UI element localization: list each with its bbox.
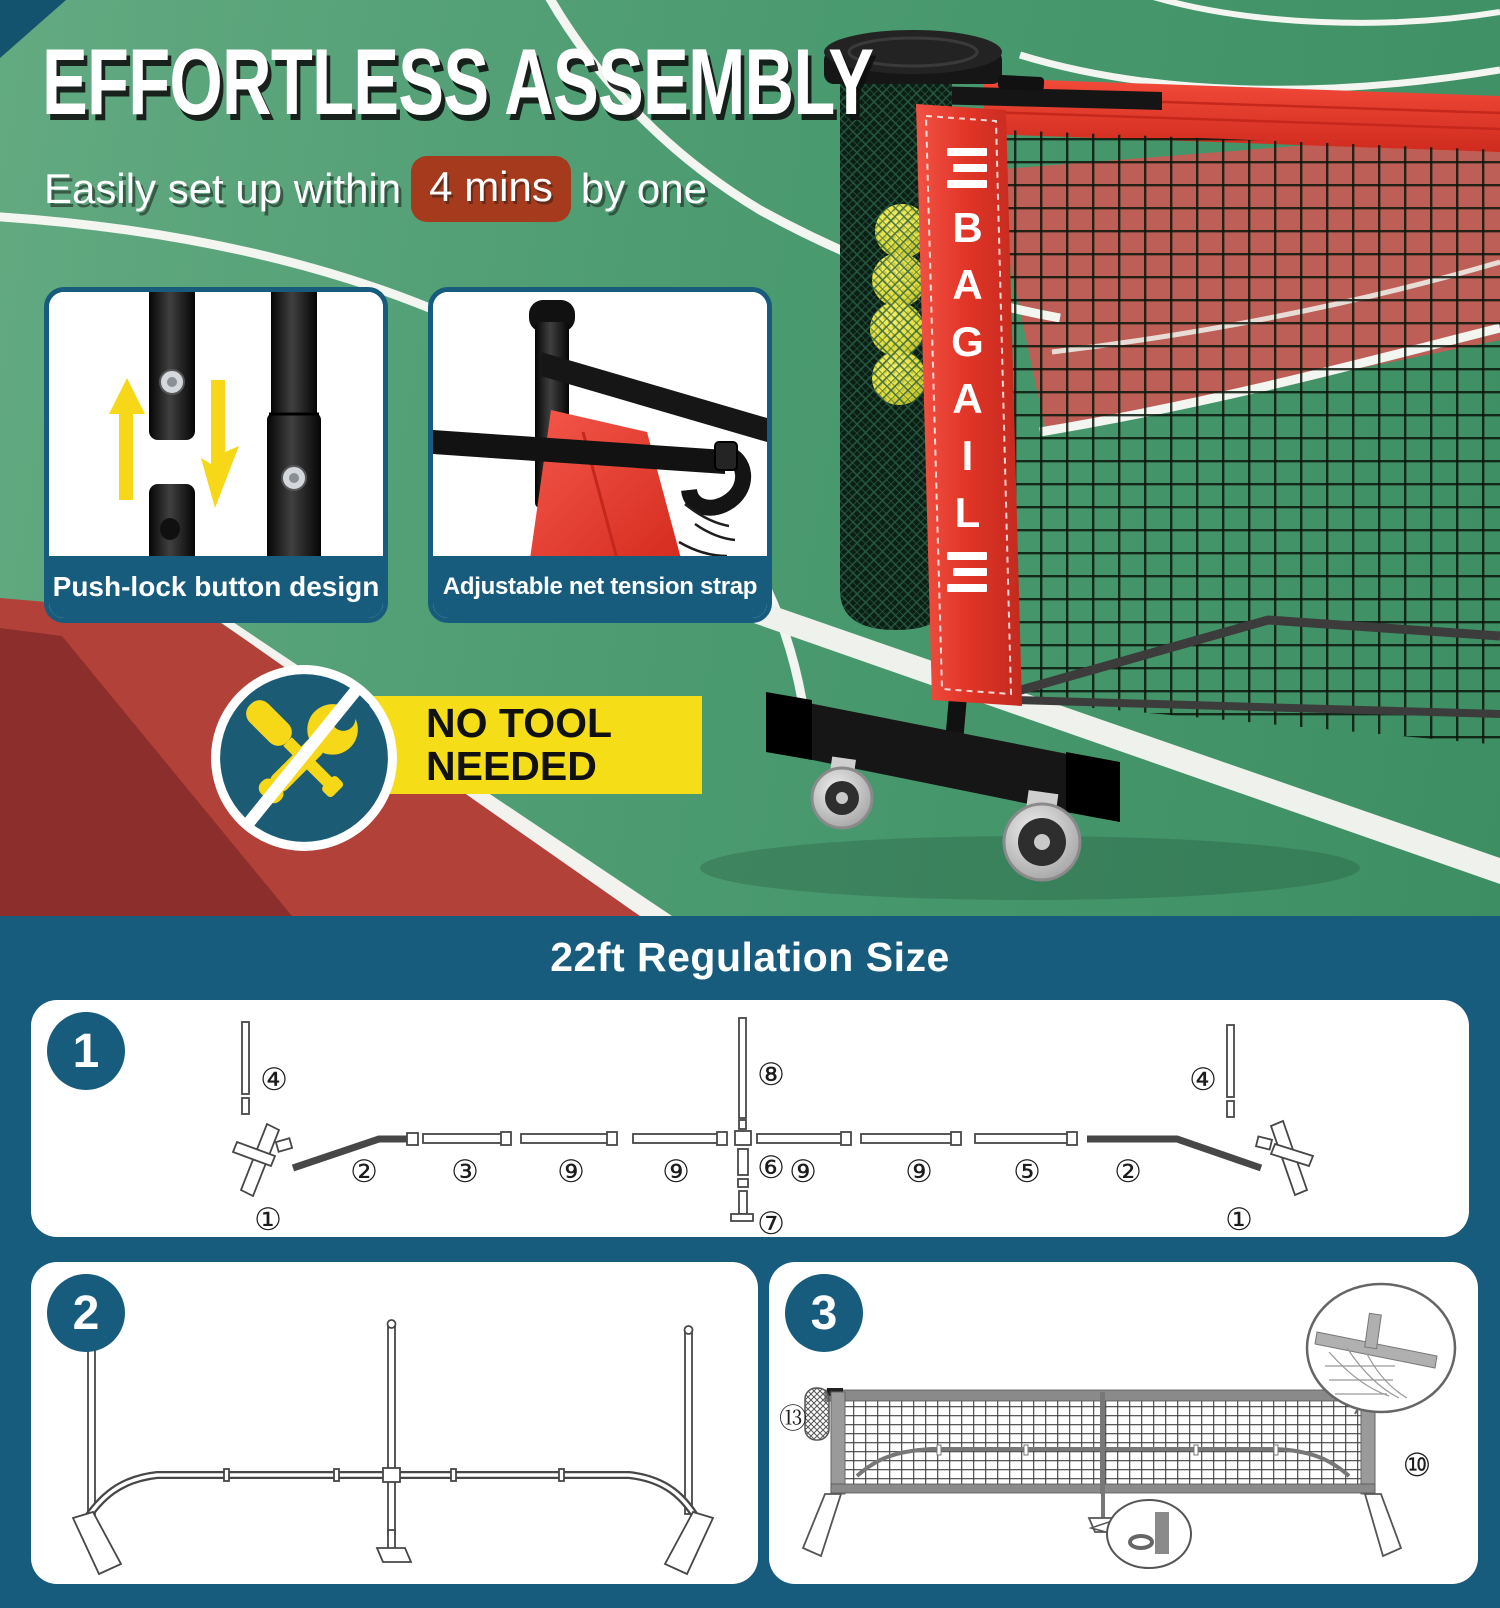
part-label: ②: [1114, 1154, 1142, 1190]
no-tools-icon: [208, 660, 400, 856]
post-brand: [926, 142, 1008, 702]
step2-panel: [31, 1262, 758, 1584]
step3-net-diagram: [769, 1262, 1478, 1584]
part-label: ⑥: [757, 1150, 785, 1186]
part-label: ⑦: [757, 1206, 785, 1237]
subtitle-suffix: by one: [580, 165, 707, 212]
part-label: ⑨: [905, 1154, 933, 1190]
step1-panel: [31, 1000, 1469, 1237]
part-label: ①: [254, 1202, 282, 1237]
part-label: ④: [1189, 1062, 1217, 1098]
push-lock-photo: [49, 292, 383, 556]
red-net-edge: [529, 410, 683, 566]
page-title: EFFORTLESS ASSEMBLY: [42, 29, 874, 134]
pole-joined: [267, 292, 321, 566]
part-label: ⑤: [1013, 1154, 1041, 1190]
part-label: ③: [451, 1154, 479, 1190]
part-label: ①: [1225, 1202, 1253, 1237]
part-label: ④: [260, 1062, 288, 1098]
inset-caption: Adjustable net tension strap: [433, 556, 767, 618]
step-number-badge: 3: [785, 1274, 863, 1352]
magnifier-detail: [1307, 1284, 1455, 1414]
subtitle-prefix: Easily set up within: [44, 165, 402, 212]
no-tool-badge: [208, 660, 628, 865]
step-number-badge: 1: [47, 1012, 125, 1090]
base-callout-bubble: [1091, 1500, 1191, 1568]
ball-sleeve: [805, 1388, 829, 1440]
no-tool-line2: NEEDED: [426, 743, 597, 789]
part-label: ⑬: [778, 1402, 808, 1435]
inset-push-lock: [44, 287, 388, 623]
part-label: ⑨: [789, 1154, 817, 1190]
inset-caption: Push-lock button design: [49, 556, 383, 618]
brand-name: BAGAIL: [944, 204, 991, 546]
part-label: ⑨: [557, 1154, 585, 1190]
brand-logo-bars-icon: [947, 552, 987, 592]
part-label: ②: [350, 1154, 378, 1190]
tension-strap-photo: [433, 292, 767, 556]
section-heading: 22ft Regulation Size: [550, 934, 950, 980]
inset-tension-strap: [428, 287, 772, 623]
page-subtitle: [44, 156, 707, 222]
step3-panel: [769, 1262, 1478, 1584]
step-number-badge: 2: [47, 1274, 125, 1352]
step1-parts-diagram: [31, 1000, 1469, 1237]
part-label: ⑧: [757, 1057, 785, 1093]
no-tool-line1: NO TOOL: [426, 699, 613, 746]
pole-separated: [149, 292, 195, 566]
subtitle-highlight: 4 mins: [411, 156, 571, 222]
brand-logo-bars-icon: [947, 148, 987, 188]
step2-frame-diagram: [31, 1262, 758, 1584]
part-label: ⑨: [662, 1154, 690, 1190]
part-label: ⑩: [1402, 1446, 1432, 1484]
